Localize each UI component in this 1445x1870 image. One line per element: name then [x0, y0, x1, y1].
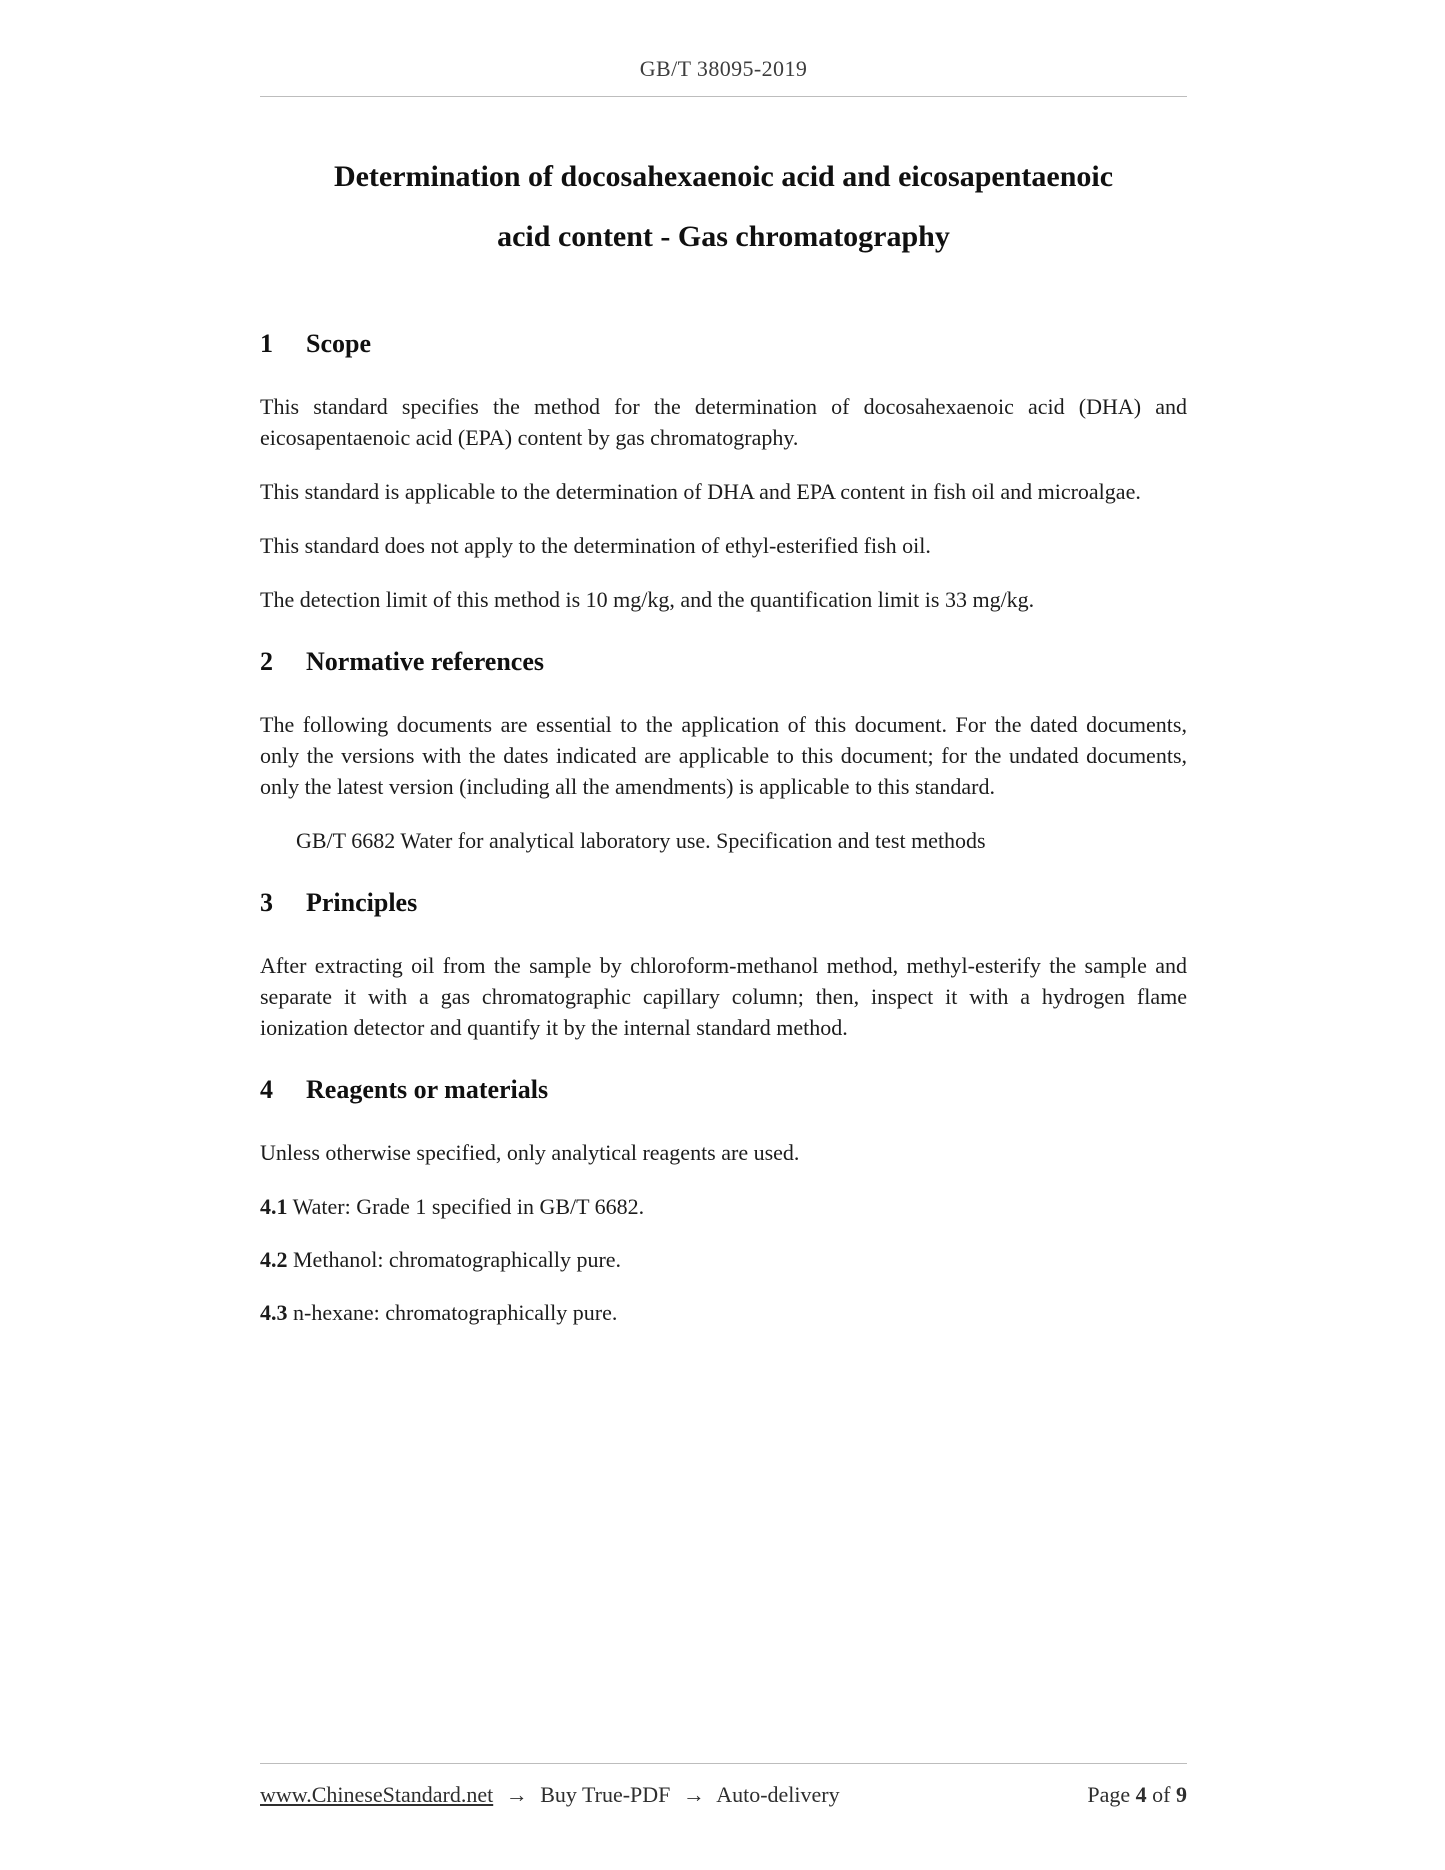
reagent-item-number: 4.3	[260, 1300, 288, 1325]
auto-delivery-label: Auto-delivery	[716, 1782, 840, 1807]
section-scope	[260, 329, 1187, 615]
paragraph: Unless otherwise specified, only analytical reagents are used.	[260, 1140, 800, 1165]
section-number: 3	[260, 888, 273, 917]
arrow-right-icon: →	[505, 1782, 528, 1807]
section-title: Reagents or materials	[306, 1075, 549, 1104]
page-number: 4	[1135, 1782, 1147, 1807]
buy-true-pdf-label: Buy True-PDF	[540, 1782, 671, 1807]
section-number: 1	[260, 329, 273, 358]
paragraph: This standard does not apply to the determination of ethyl-esterified fish oil.	[260, 533, 931, 558]
section-normative-references	[260, 647, 1187, 856]
doc-number: GB/T 38095-2019	[639, 56, 808, 81]
footer-row	[260, 1782, 1187, 1808]
document-title-line1: Determination of docosahexaenoic acid and eicosapentaenoic	[333, 160, 1114, 193]
paragraph: The following documents are essential to the application of this document. For the dated documents, only the versions with the dates indicated are applicable to this document; for the undated documents, only the latest version (including all the amendments) is applicable to this standard.	[260, 712, 1187, 799]
arrow-right-icon: →	[682, 1782, 705, 1807]
footer-divider	[260, 1763, 1187, 1764]
section-principles	[260, 888, 1187, 1043]
section-scope-heading	[260, 329, 1187, 359]
section-normative-references-heading	[260, 647, 1187, 677]
page-footer	[260, 1763, 1187, 1808]
section-number: 4	[260, 1075, 273, 1104]
reagent-item	[260, 1297, 1187, 1328]
paragraph: This standard is applicable to the determination of DHA and EPA content in fish oil and microalgae.	[260, 479, 1141, 504]
section-number: 2	[260, 647, 273, 676]
reagent-item-number: 4.2	[260, 1247, 288, 1272]
document-title-line2: acid content - Gas chromatography	[497, 220, 950, 253]
reagent-item	[260, 1191, 1187, 1222]
section-reagents	[260, 1075, 1187, 1328]
paragraph: After extracting oil from the sample by chloroform-methanol method, methyl-esterify the sample and separate it with a gas chromatographic capillary column; then, inspect it with a hydrogen flame ionization detector and quantify it by the internal standard method.	[260, 953, 1187, 1040]
footer-left	[260, 1782, 840, 1808]
section-principles-heading	[260, 888, 1187, 918]
document-title	[260, 147, 1187, 267]
page-header	[260, 56, 1187, 97]
section-title: Normative references	[306, 647, 544, 676]
normative-reference-item: GB/T 6682 Water for analytical laboratory use. Specification and test methods	[296, 828, 986, 853]
reagent-item-number: 4.1	[260, 1194, 288, 1219]
site-link[interactable]: www.ChineseStandard.net	[260, 1782, 494, 1807]
reagent-item	[260, 1244, 1187, 1275]
total-pages: 9	[1176, 1782, 1187, 1807]
of-label: of	[1152, 1782, 1171, 1807]
page-label: Page	[1087, 1782, 1131, 1807]
reagent-item-text: Methanol: chromatographically pure.	[293, 1247, 622, 1272]
header-divider	[260, 96, 1187, 97]
paragraph: This standard specifies the method for the determination of docosahexaenoic acid (DHA) and eicosapentaenoic acid (EPA) content by gas chromatography.	[260, 394, 1187, 450]
section-reagents-heading	[260, 1075, 1187, 1105]
section-title: Principles	[306, 888, 418, 917]
reagent-item-text: Water: Grade 1 specified in GB/T 6682.	[292, 1194, 645, 1219]
paragraph: The detection limit of this method is 10 mg/kg, and the quantification limit is 33 mg/kg.	[260, 587, 1035, 612]
page-indicator	[1087, 1782, 1187, 1808]
section-title: Scope	[306, 329, 371, 358]
reagent-item-text: n-hexane: chromatographically pure.	[293, 1300, 618, 1325]
